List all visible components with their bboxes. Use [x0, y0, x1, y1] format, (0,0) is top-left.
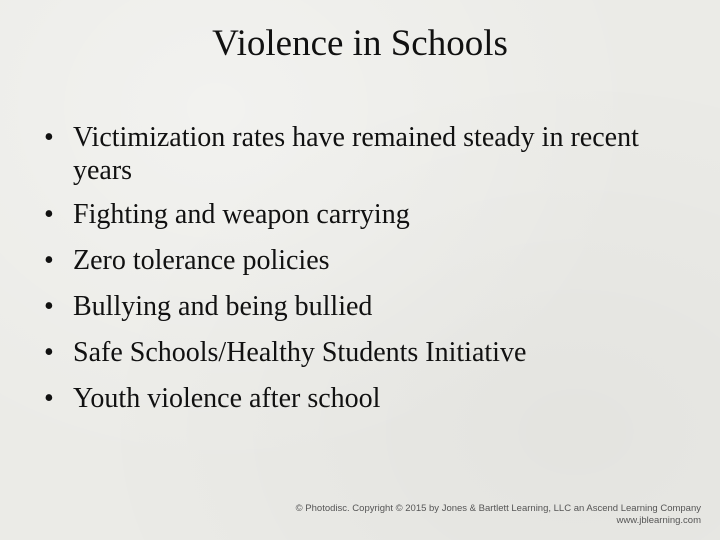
- bullet-text: Fighting and weapon carrying: [73, 199, 410, 230]
- copyright-text: © Photodisc. Copyright © 2015 by Jones & Bartlett Learning, LLC an Ascend Learning Company: [295, 503, 701, 514]
- bullet-item: [44, 198, 664, 231]
- bullet-marker: •: [44, 122, 54, 153]
- copyright-footer: [296, 503, 701, 527]
- publisher-url: www.jblearning.com: [616, 515, 701, 526]
- bullet-text: Zero tolerance policies: [73, 245, 330, 276]
- bullet-text: Bullying and being bullied: [73, 291, 373, 322]
- bullet-marker: •: [44, 383, 54, 414]
- bullet-item: [44, 121, 664, 187]
- bullet-text: Youth violence after school: [73, 383, 381, 414]
- bullet-item: [44, 290, 664, 323]
- bullet-item: [44, 382, 664, 415]
- bullet-marker: •: [44, 199, 54, 230]
- bullet-marker: •: [44, 245, 54, 276]
- bullet-marker: •: [44, 337, 54, 368]
- bullet-list: [44, 121, 664, 428]
- bullet-marker: •: [44, 291, 54, 322]
- slide-title: Violence in Schools: [212, 23, 508, 64]
- bullet-item: [44, 244, 664, 277]
- bullet-text: Safe Schools/Healthy Students Initiative: [73, 337, 527, 368]
- bullet-text: Victimization rates have remained steady in recent years: [73, 122, 639, 186]
- bullet-item: [44, 336, 664, 369]
